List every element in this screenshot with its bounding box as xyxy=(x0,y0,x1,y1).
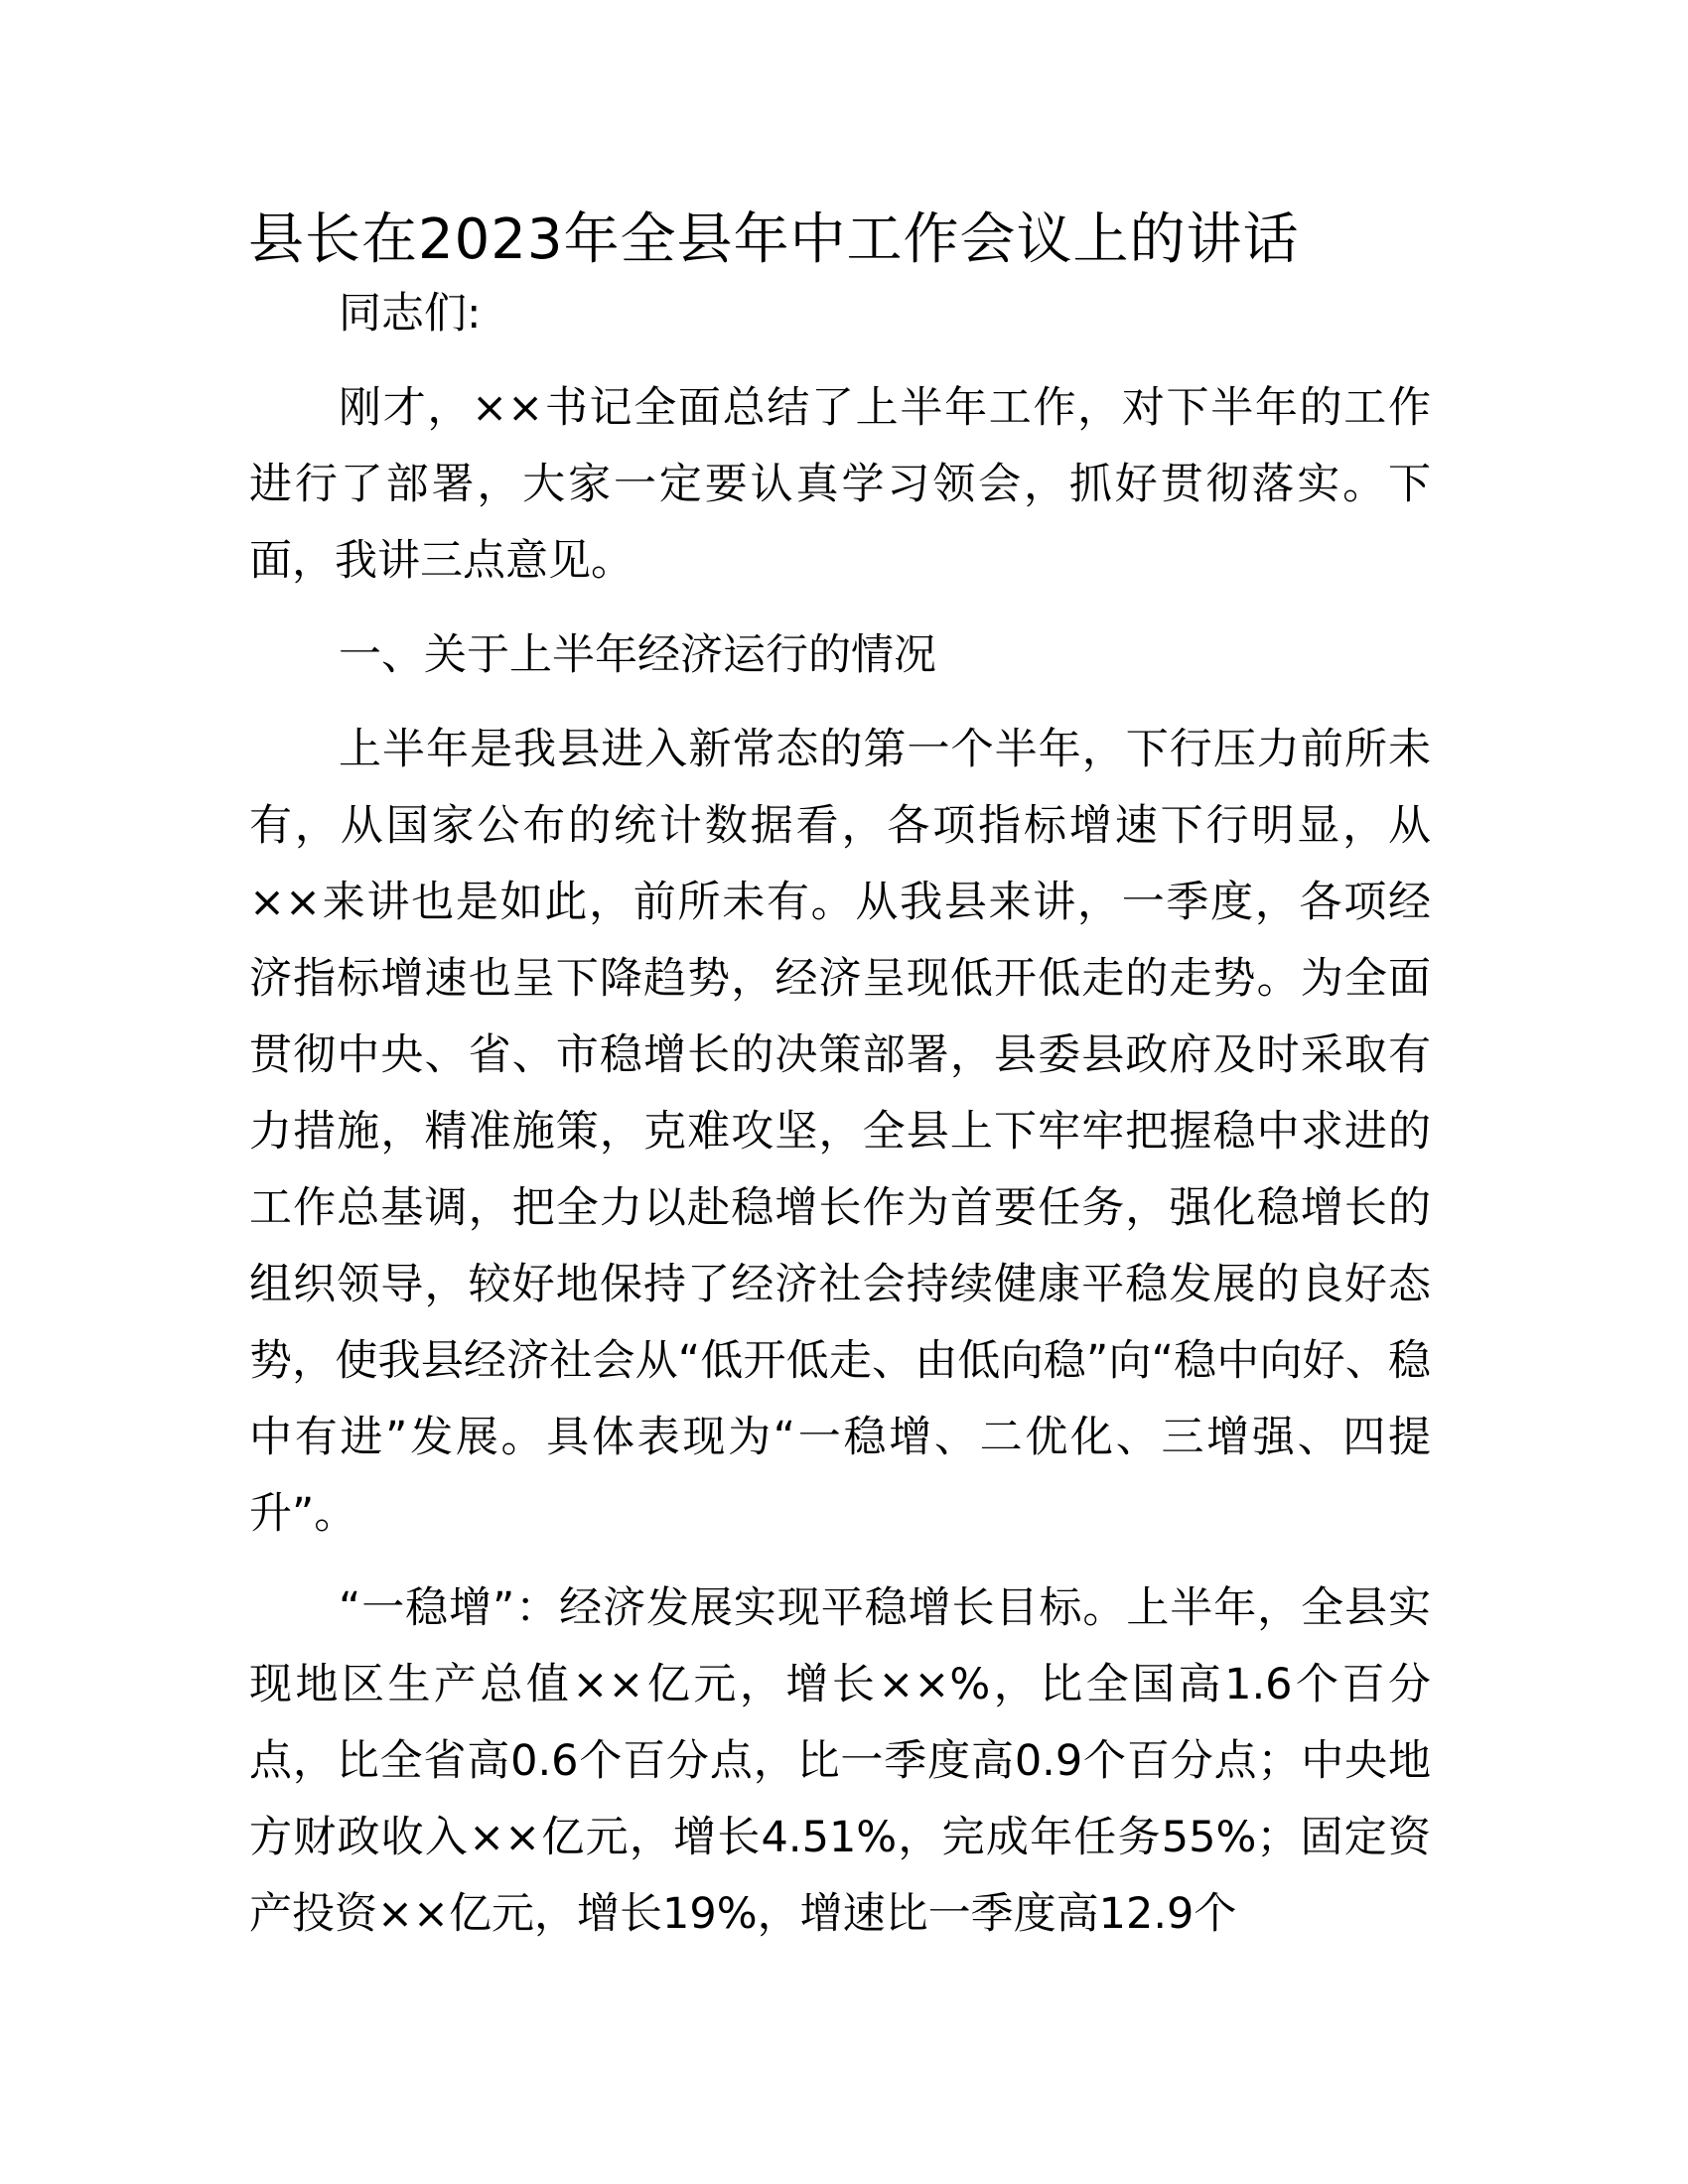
section-heading-paragraph: 一、关于上半年经济运行的情况 xyxy=(339,630,936,680)
document-title: 县长在2023年全县年中工作会议上的讲话 xyxy=(248,207,1300,272)
stable-growth-paragraph: “一稳增”：经济发展实现平稳增长目标。上半年，全县实现地区生产总值××亿元，增长××%，比全国高1.6个百分点，比全省高0.6个百分点，比一季度高0.9个百分点；中央地方财政收入××亿元，增长4.51%，完成年任务55%；固定资产投资××亿元，增长19%，增速比一季度高12.9个 xyxy=(249,1583,1431,1939)
document-body xyxy=(249,276,1431,1971)
salutation-paragraph: 同志们: xyxy=(339,289,482,339)
economic-situation-paragraph: 上半年是我县进入新常态的第一个半年，下行压力前所未有，从国家公布的统计数据看，各项指标增速下行明显，从××来讲也是如此，前所未有。从我县来讲，一季度，各项经济指标增速也呈下降趋势，经济呈现低开低走的走势。为全面贯彻中央、省、市稳增长的决策部署，县委县政府及时采取有力措施，精准施策，克难攻坚，全县上下牢牢把握稳中求进的工作总基调，把全力以赴稳增长作为首要任务，强化稳增长的组织领导，较好地保持了经济社会持续健康平稳发展的良好态势，使我县经济社会从“低开低走、由低向稳”向“稳中向好、稳中有进”发展。具体表现为“一稳增、二优化、三增强、四提升”。 xyxy=(249,725,1431,1539)
opening-paragraph: 刚才，××书记全面总结了上半年工作，对下半年的工作进行了部署，大家一定要认真学习领会，抓好贯彻落实。下面，我讲三点意见。 xyxy=(249,383,1431,586)
